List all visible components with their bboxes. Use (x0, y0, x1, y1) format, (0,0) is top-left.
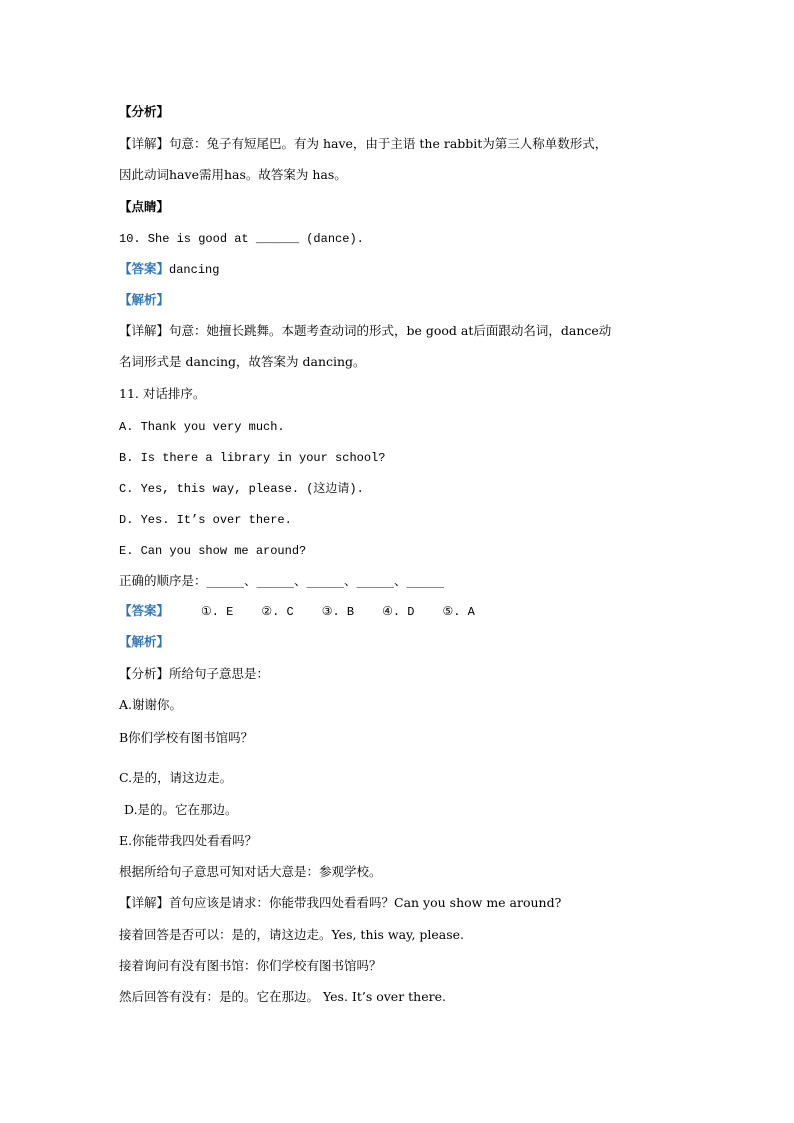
detail-text: 【详解】句意：她擅长跳舞。本题考查动词的形式，be good at后面跟动名词，dance动 (119, 323, 612, 338)
meaning-c: C.是的，请这边走。 (119, 770, 233, 785)
meaning-d: D.是的。它在那边。 (124, 802, 238, 817)
detail-text: 【详解】句意：兔子有短尾巴。有为 have，由于主语 the rabbit为第三人称单数形式， (119, 136, 608, 151)
analysis-heading: 【分析】 (119, 104, 170, 119)
answer-item: ②. C (261, 605, 294, 619)
answer-item: ④. D (382, 605, 415, 619)
option-c: C. Yes, this way, please. (这边请). (119, 482, 364, 496)
answer-item: ⑤. A (442, 605, 475, 619)
answer-row (119, 261, 219, 278)
answer-value: dancing (169, 263, 220, 277)
analysis-intro: 【分析】所给句子意思是： (119, 666, 270, 681)
answer-label: 【答案】 (119, 603, 170, 618)
order-prompt: 正确的顺序是：______、______、______、______、______ (119, 573, 445, 588)
detail-text: 接着回答是否可以：是的，请这边走。Yes, this way, please. (119, 927, 465, 942)
solution-heading: 【解析】 (119, 634, 170, 649)
solution-heading: 【解析】 (119, 292, 170, 307)
detail-text: 名词形式是 dancing，故答案为 dancing。 (119, 354, 366, 369)
question-10: 10. She is good at ______ (dance). (119, 232, 364, 246)
option-b: B. Is there a library in your school? (119, 451, 386, 465)
detail-text: 接着询问有没有图书馆：你们学校有图书馆吗？ (119, 958, 382, 973)
answer-item: ①. E (201, 605, 234, 619)
detail-text: 然后回答有没有：是的。它在那边。 Yes. It’s over there. (119, 989, 446, 1004)
answer-item: ③. B (321, 605, 355, 619)
detail-text: 因此动词have需用has。故答案为 has。 (119, 167, 347, 182)
option-e: E. Can you show me around? (119, 544, 307, 558)
option-d: D. Yes. It’s over there. (119, 513, 292, 527)
option-a: A. Thank you very much. (119, 420, 285, 434)
detail-text: 【详解】首句应该是请求：你能带我四处看看吗？Can you show me around? (119, 895, 562, 910)
meaning-e: E.你能带我四处看看吗？ (119, 833, 258, 848)
question-11: 11. 对话排序。 (119, 386, 206, 401)
comment-heading: 【点睛】 (119, 199, 170, 214)
answer-label: 【答案】 (119, 261, 170, 276)
meaning-a: A.谢谢你。 (119, 697, 183, 712)
summary-text: 根据所给句子意思可知对话大意是：参观学校。 (119, 864, 382, 879)
answer-row (119, 603, 503, 620)
meaning-b: B你们学校有图书馆吗？ (119, 730, 254, 745)
